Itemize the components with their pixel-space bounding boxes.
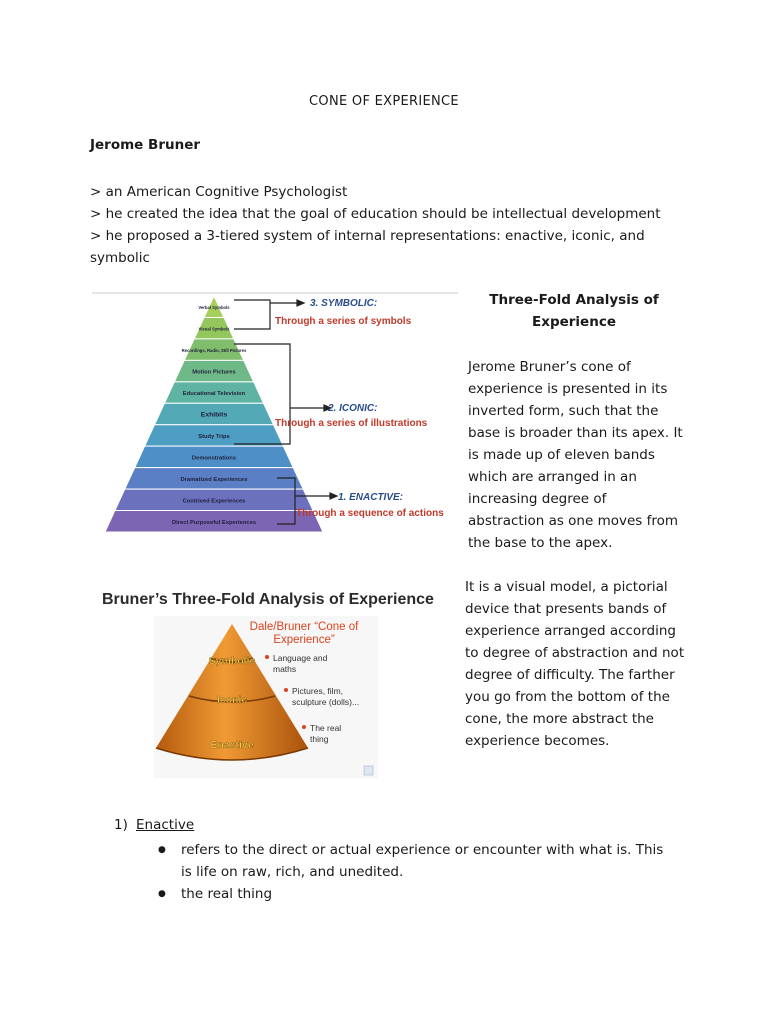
cone-pyramid-figure: [92, 292, 458, 538]
sidebar-title-line2: Experience: [532, 314, 616, 330]
pyramid-band-label: Visual Symbols: [198, 326, 230, 332]
pyramid-band-label: Educational Television: [182, 391, 246, 398]
pyramid-band-label: Exhibits: [200, 411, 228, 419]
pyramid-band-label: Direct Purposeful Experiences: [171, 519, 257, 526]
document-title: CONE OF EXPERIENCE: [309, 94, 459, 109]
pyramid-band-label: Motion Pictures: [192, 369, 236, 376]
section-bullet-list: [156, 839, 676, 905]
bullet-dot: [265, 655, 269, 659]
sidebar-paragraph-2: It is a visual model, a pictorial device that presents bands of experience arranged according to degree of abstraction and not degree of difficulty. The farther you go from the bottom of the cone, the more abstract the experience becomes.: [465, 579, 685, 749]
intro-line: > he created the idea that the goal of education should be intellectual development: [90, 206, 661, 222]
sidebar-title-line1: Three-Fold Analysis of: [489, 292, 659, 308]
pyramid-band-label: Dramatized Experiences: [180, 476, 248, 483]
cone-note-iconic-1: Pictures, film,: [292, 686, 344, 696]
level-caption-symbolic: Through a series of symbols: [275, 316, 412, 327]
corner-icon: [364, 766, 373, 775]
intro-line: > he proposed a 3-tiered system of internal representations: enactive, iconic, and symbolic: [90, 228, 645, 266]
pyramid-band-label: Study Trips: [198, 433, 230, 440]
cone-subtitle-line2: Experience”: [273, 634, 335, 646]
bullet-dot: [302, 725, 306, 729]
cone-note-symbolic-1: Language and: [273, 653, 328, 663]
cone-note-enactive-1: The real: [310, 723, 342, 733]
section-heading-enactive: Enactive: [136, 817, 195, 833]
cone-label-enactive: Enactive: [210, 739, 254, 751]
pyramid-band-label: Contrived Experiences: [182, 498, 246, 505]
bruner-cone-figure: [98, 582, 448, 778]
bullet-item: ● the real thing: [156, 883, 676, 905]
cone-figure-title: Bruner’s Three-Fold Analysis of Experience: [102, 591, 434, 608]
intro-list: [90, 181, 670, 269]
level-heading-iconic: 2. ICONIC:: [328, 403, 378, 414]
intro-line: > an American Cognitive Psychologist: [90, 184, 348, 200]
cone-note-symbolic-2: maths: [273, 664, 297, 674]
bullet-item: ● refers to the direct or actual experience or encounter with what is. This is life on raw, rich, and unedited.: [156, 839, 676, 883]
pyramid-band-label: Demonstrations: [191, 455, 237, 462]
pyramid-band-label: Verbal Symbols: [198, 305, 230, 311]
level-caption-iconic: Through a series of illustrations: [275, 418, 428, 429]
cone-note-enactive-2: thing: [310, 734, 329, 744]
cone-label-iconic: Iconic: [216, 694, 248, 706]
level-heading-enactive: 1. ENACTIVE:: [338, 492, 404, 503]
cone-label-symbolic: Symbolic: [208, 655, 256, 667]
sidebar-title: [486, 289, 662, 333]
level-caption-enactive: Through a sequence of actions: [296, 508, 444, 519]
cone-subtitle-line1: Dale/Bruner “Cone of: [249, 621, 359, 633]
author-heading: Jerome Bruner: [90, 137, 201, 153]
level-heading-symbolic: 3. SYMBOLIC:: [310, 298, 378, 309]
cone-note-iconic-2: sculpture (dolls)...: [292, 697, 360, 707]
pyramid-band-label: Recordings, Radio, Still Pictures: [181, 348, 247, 354]
bullet-dot: [284, 688, 288, 692]
section-number: 1): [114, 817, 128, 833]
sidebar-paragraph-1: Jerome Bruner’s cone of experience is presented in its inverted form, such that the base is broader than its apex. It is made up of eleven bands which are arranged in an increasing degree of abstraction as one moves from the base to the apex.: [468, 359, 683, 551]
